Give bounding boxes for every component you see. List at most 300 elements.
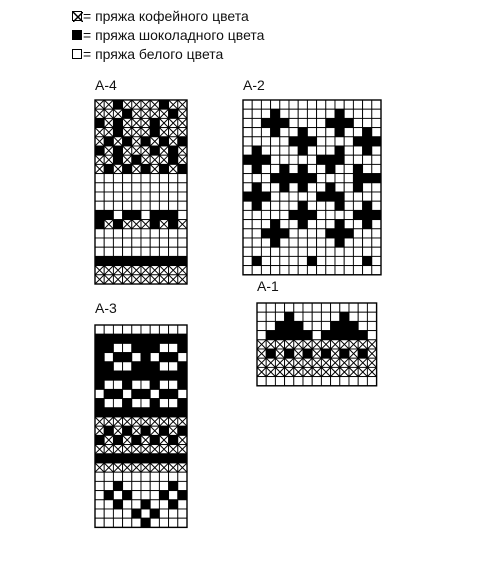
stitch-cell-white: [307, 247, 316, 256]
stitch-cell-white: [340, 377, 349, 386]
stitch-cell-white: [104, 174, 113, 183]
stitch-cell-white: [317, 137, 326, 146]
stitch-cell-chocolate: [317, 155, 326, 164]
stitch-cell-chocolate: [169, 146, 178, 155]
stitch-cell-chocolate: [141, 454, 150, 463]
stitch-cell-white: [169, 238, 178, 247]
stitch-cell-white: [303, 303, 312, 312]
stitch-cell-coffee: [104, 155, 113, 164]
stitch-cell-white: [252, 100, 261, 109]
chart-a1: [257, 303, 377, 386]
stitch-cell-white: [303, 312, 312, 321]
stitch-cell-white: [95, 500, 104, 509]
stitch-cell-white: [123, 183, 132, 192]
stitch-cell-white: [312, 331, 321, 340]
stitch-cell-coffee: [159, 220, 168, 229]
stitch-cell-white: [169, 380, 178, 389]
stitch-cell-chocolate: [271, 109, 280, 118]
stitch-cell-coffee: [178, 275, 187, 284]
stitch-cell-white: [169, 472, 178, 481]
stitch-cell-coffee: [321, 358, 330, 367]
stitch-cell-chocolate: [113, 220, 122, 229]
stitch-cell-white: [289, 164, 298, 173]
cross-box-icon: [72, 11, 82, 21]
stitch-cell-white: [113, 509, 122, 518]
stitch-cell-white: [317, 109, 326, 118]
stitch-cell-white: [307, 238, 316, 247]
stitch-cell-chocolate: [285, 312, 294, 321]
stitch-cell-coffee: [104, 100, 113, 109]
stitch-cell-chocolate: [280, 164, 289, 173]
stitch-cell-white: [150, 174, 159, 183]
stitch-cell-coffee: [340, 358, 349, 367]
stitch-cell-white: [261, 174, 270, 183]
stitch-cell-white: [113, 201, 122, 210]
stitch-cell-white: [123, 518, 132, 527]
stitch-cell-chocolate: [335, 192, 344, 201]
stitch-cell-white: [178, 192, 187, 201]
stitch-cell-chocolate: [150, 362, 159, 371]
stitch-cell-chocolate: [243, 155, 252, 164]
stitch-cell-white: [95, 491, 104, 500]
stitch-cell-chocolate: [326, 155, 335, 164]
stitch-cell-white: [178, 210, 187, 219]
stitch-cell-white: [372, 155, 381, 164]
stitch-cell-white: [363, 164, 372, 173]
stitch-cell-white: [326, 128, 335, 137]
stitch-cell-white: [298, 256, 307, 265]
stitch-cell-chocolate: [95, 210, 104, 219]
stitch-cell-white: [372, 247, 381, 256]
stitch-cell-white: [285, 303, 294, 312]
stitch-cell-white: [113, 380, 122, 389]
stitch-cell-coffee: [331, 349, 340, 358]
stitch-cell-coffee: [95, 417, 104, 426]
stitch-cell-white: [104, 183, 113, 192]
stitch-cell-white: [243, 174, 252, 183]
stitch-cell-chocolate: [159, 408, 168, 417]
stitch-cell-white: [367, 321, 376, 330]
stitch-cell-white: [252, 128, 261, 137]
stitch-cell-chocolate: [95, 380, 104, 389]
stitch-cell-coffee: [95, 445, 104, 454]
stitch-cell-coffee: [303, 358, 312, 367]
stitch-cell-chocolate: [335, 201, 344, 210]
stitch-cell-white: [261, 256, 270, 265]
stitch-cell-chocolate: [178, 256, 187, 265]
stitch-cell-chocolate: [280, 118, 289, 127]
stitch-cell-chocolate: [298, 137, 307, 146]
stitch-cell-chocolate: [113, 454, 122, 463]
stitch-cell-white: [159, 518, 168, 527]
stitch-cell-white: [243, 238, 252, 247]
stitch-cell-chocolate: [280, 229, 289, 238]
stitch-cell-white: [243, 137, 252, 146]
stitch-cell-chocolate: [335, 128, 344, 137]
stitch-cell-white: [317, 128, 326, 137]
stitch-cell-white: [326, 146, 335, 155]
stitch-cell-coffee: [132, 128, 141, 137]
stitch-cell-coffee: [95, 426, 104, 435]
stitch-cell-coffee: [113, 445, 122, 454]
stitch-cell-coffee: [113, 417, 122, 426]
stitch-cell-chocolate: [335, 146, 344, 155]
stitch-cell-white: [280, 100, 289, 109]
stitch-cell-coffee: [294, 340, 303, 349]
stitch-cell-chocolate: [271, 229, 280, 238]
stitch-cell-coffee: [159, 109, 168, 118]
stitch-cell-chocolate: [298, 128, 307, 137]
stitch-cell-coffee: [132, 220, 141, 229]
stitch-cell-white: [266, 303, 275, 312]
stitch-cell-white: [307, 155, 316, 164]
stitch-cell-chocolate: [252, 256, 261, 265]
stitch-cell-white: [243, 256, 252, 265]
stitch-cell-white: [353, 256, 362, 265]
stitch-cell-coffee: [331, 358, 340, 367]
stitch-cell-chocolate: [298, 201, 307, 210]
stitch-cell-chocolate: [104, 371, 113, 380]
stitch-cell-white: [252, 137, 261, 146]
stitch-cell-coffee: [104, 275, 113, 284]
stitch-cell-white: [169, 491, 178, 500]
stitch-cell-white: [344, 220, 353, 229]
stitch-cell-coffee: [349, 358, 358, 367]
stitch-cell-coffee: [367, 358, 376, 367]
stitch-cell-white: [243, 118, 252, 127]
stitch-cell-chocolate: [298, 220, 307, 229]
stitch-cell-chocolate: [321, 331, 330, 340]
stitch-cell-chocolate: [340, 312, 349, 321]
stitch-cell-chocolate: [113, 155, 122, 164]
stitch-cell-white: [353, 229, 362, 238]
stitch-cell-white: [243, 128, 252, 137]
stitch-cell-white: [95, 518, 104, 527]
stitch-cell-coffee: [178, 146, 187, 155]
stitch-cell-white: [132, 491, 141, 500]
stitch-cell-white: [123, 325, 132, 334]
stitch-cell-white: [132, 481, 141, 490]
stitch-cell-chocolate: [113, 500, 122, 509]
stitch-cell-coffee: [266, 340, 275, 349]
stitch-cell-white: [289, 155, 298, 164]
stitch-cell-white: [141, 399, 150, 408]
stitch-cell-coffee: [321, 340, 330, 349]
stitch-cell-white: [243, 210, 252, 219]
stitch-cell-white: [104, 353, 113, 362]
stitch-cell-white: [303, 321, 312, 330]
stitch-cell-chocolate: [353, 210, 362, 219]
stitch-cell-coffee: [104, 266, 113, 275]
stitch-cell-chocolate: [150, 371, 159, 380]
stitch-cell-white: [104, 229, 113, 238]
stitch-cell-white: [289, 220, 298, 229]
stitch-cell-white: [159, 481, 168, 490]
stitch-cell-white: [331, 377, 340, 386]
stitch-cell-chocolate: [95, 454, 104, 463]
stitch-cell-white: [132, 399, 141, 408]
stitch-cell-white: [307, 183, 316, 192]
stitch-cell-coffee: [95, 109, 104, 118]
stitch-cell-white: [298, 247, 307, 256]
stitch-cell-chocolate: [123, 426, 132, 435]
stitch-cell-white: [363, 183, 372, 192]
stitch-cell-coffee: [169, 128, 178, 137]
stitch-cell-chocolate: [289, 210, 298, 219]
stitch-cell-white: [252, 220, 261, 229]
stitch-cell-chocolate: [178, 408, 187, 417]
stitch-cell-chocolate: [95, 353, 104, 362]
stitch-cell-coffee: [141, 220, 150, 229]
stitch-cell-coffee: [294, 367, 303, 376]
stitch-cell-coffee: [104, 417, 113, 426]
stitch-cell-white: [326, 109, 335, 118]
stitch-cell-white: [307, 100, 316, 109]
stitch-cell-white: [317, 118, 326, 127]
stitch-cell-white: [271, 155, 280, 164]
stitch-cell-chocolate: [326, 183, 335, 192]
stitch-cell-white: [317, 100, 326, 109]
stitch-cell-coffee: [257, 358, 266, 367]
stitch-cell-chocolate: [132, 256, 141, 265]
stitch-cell-white: [252, 266, 261, 275]
stitch-cell-coffee: [275, 340, 284, 349]
stitch-cell-white: [243, 229, 252, 238]
stitch-cell-chocolate: [104, 362, 113, 371]
stitch-cell-white: [271, 266, 280, 275]
stitch-cell-white: [150, 325, 159, 334]
legend-item-coffee: [72, 6, 264, 25]
stitch-cell-coffee: [150, 109, 159, 118]
stitch-cell-coffee: [132, 275, 141, 284]
stitch-cell-chocolate: [372, 174, 381, 183]
stitch-cell-chocolate: [178, 343, 187, 352]
stitch-cell-white: [317, 266, 326, 275]
stitch-cell-chocolate: [141, 518, 150, 527]
stitch-cell-coffee: [95, 128, 104, 137]
stitch-cell-coffee: [95, 164, 104, 173]
stitch-cell-chocolate: [150, 380, 159, 389]
stitch-cell-white: [312, 312, 321, 321]
stitch-cell-chocolate: [123, 371, 132, 380]
stitch-cell-white: [169, 183, 178, 192]
stitch-cell-white: [289, 128, 298, 137]
stitch-cell-coffee: [331, 340, 340, 349]
stitch-cell-coffee: [150, 266, 159, 275]
stitch-cell-coffee: [141, 463, 150, 472]
stitch-cell-white: [243, 247, 252, 256]
stitch-cell-white: [150, 247, 159, 256]
stitch-cell-white: [271, 100, 280, 109]
stitch-cell-chocolate: [123, 109, 132, 118]
stitch-cell-white: [298, 266, 307, 275]
stitch-cell-chocolate: [169, 353, 178, 362]
stitch-cell-white: [312, 303, 321, 312]
stitch-cell-white: [353, 100, 362, 109]
chart-a3: [95, 325, 187, 527]
stitch-cell-white: [353, 201, 362, 210]
stitch-cell-chocolate: [132, 155, 141, 164]
stitch-cell-coffee: [312, 367, 321, 376]
stitch-cell-chocolate: [326, 164, 335, 173]
stitch-cell-chocolate: [104, 389, 113, 398]
stitch-cell-white: [289, 238, 298, 247]
stitch-cell-white: [335, 137, 344, 146]
stitch-cell-coffee: [312, 340, 321, 349]
stitch-cell-coffee: [113, 109, 122, 118]
stitch-cell-chocolate: [331, 331, 340, 340]
stitch-cell-white: [344, 155, 353, 164]
stitch-cell-coffee: [159, 435, 168, 444]
stitch-cell-white: [150, 472, 159, 481]
chart-label-a2: A-2: [243, 77, 265, 93]
legend-label-coffee: = пряжа кофейного цвета: [83, 7, 249, 24]
stitch-cell-white: [261, 137, 270, 146]
stitch-cell-coffee: [123, 275, 132, 284]
stitch-cell-coffee: [123, 155, 132, 164]
stitch-cell-coffee: [159, 463, 168, 472]
stitch-cell-white: [289, 229, 298, 238]
stitch-cell-chocolate: [141, 164, 150, 173]
stitch-cell-chocolate: [159, 491, 168, 500]
stitch-cell-white: [353, 266, 362, 275]
stitch-cell-chocolate: [113, 408, 122, 417]
stitch-cell-chocolate: [169, 334, 178, 343]
stitch-cell-white: [95, 481, 104, 490]
stitch-cell-white: [326, 238, 335, 247]
stitch-cell-chocolate: [298, 174, 307, 183]
stitch-cell-coffee: [141, 417, 150, 426]
filled-box-icon: [72, 30, 82, 40]
stitch-cell-white: [132, 380, 141, 389]
stitch-cell-chocolate: [141, 362, 150, 371]
stitch-cell-white: [159, 472, 168, 481]
stitch-cell-white: [104, 192, 113, 201]
stitch-cell-chocolate: [298, 210, 307, 219]
stitch-cell-white: [335, 266, 344, 275]
stitch-cell-white: [358, 312, 367, 321]
stitch-cell-chocolate: [150, 146, 159, 155]
stitch-cell-white: [95, 389, 104, 398]
stitch-cell-chocolate: [113, 146, 122, 155]
stitch-cell-coffee: [340, 340, 349, 349]
stitch-cell-chocolate: [335, 118, 344, 127]
stitch-cell-coffee: [159, 128, 168, 137]
stitch-cell-coffee: [275, 349, 284, 358]
stitch-cell-white: [243, 220, 252, 229]
stitch-cell-white: [141, 509, 150, 518]
stitch-cell-coffee: [178, 118, 187, 127]
stitch-cell-coffee: [150, 445, 159, 454]
stitch-cell-white: [132, 353, 141, 362]
stitch-cell-chocolate: [289, 137, 298, 146]
stitch-cell-white: [312, 321, 321, 330]
stitch-cell-white: [294, 312, 303, 321]
stitch-cell-white: [159, 343, 168, 352]
stitch-cell-white: [344, 210, 353, 219]
stitch-cell-white: [289, 183, 298, 192]
stitch-cell-chocolate: [178, 380, 187, 389]
stitch-cell-white: [123, 472, 132, 481]
stitch-cell-coffee: [141, 128, 150, 137]
stitch-cell-coffee: [123, 417, 132, 426]
stitch-cell-white: [243, 183, 252, 192]
stitch-cell-coffee: [132, 100, 141, 109]
stitch-cell-white: [113, 238, 122, 247]
stitch-cell-white: [271, 192, 280, 201]
stitch-cell-white: [271, 183, 280, 192]
stitch-cell-white: [372, 220, 381, 229]
stitch-cell-coffee: [104, 118, 113, 127]
stitch-cell-chocolate: [132, 334, 141, 343]
stitch-cell-coffee: [349, 367, 358, 376]
stitch-cell-chocolate: [95, 118, 104, 127]
stitch-cell-white: [307, 229, 316, 238]
stitch-cell-white: [298, 229, 307, 238]
stitch-cell-coffee: [141, 445, 150, 454]
stitch-cell-chocolate: [113, 334, 122, 343]
stitch-cell-chocolate: [169, 408, 178, 417]
stitch-cell-chocolate: [95, 362, 104, 371]
stitch-cell-chocolate: [307, 256, 316, 265]
stitch-cell-chocolate: [141, 256, 150, 265]
stitch-cell-white: [303, 377, 312, 386]
stitch-cell-white: [178, 201, 187, 210]
stitch-cell-white: [289, 109, 298, 118]
stitch-cell-chocolate: [159, 164, 168, 173]
stitch-cell-white: [178, 472, 187, 481]
stitch-cell-chocolate: [141, 408, 150, 417]
stitch-cell-white: [363, 192, 372, 201]
stitch-cell-white: [335, 183, 344, 192]
stitch-cell-white: [159, 201, 168, 210]
stitch-cell-white: [344, 238, 353, 247]
stitch-cell-chocolate: [271, 174, 280, 183]
stitch-cell-white: [317, 247, 326, 256]
stitch-cell-white: [132, 518, 141, 527]
stitch-cell-chocolate: [159, 334, 168, 343]
stitch-cell-white: [353, 220, 362, 229]
stitch-cell-chocolate: [340, 349, 349, 358]
stitch-cell-white: [349, 312, 358, 321]
stitch-cell-white: [331, 312, 340, 321]
stitch-cell-white: [257, 321, 266, 330]
stitch-cell-coffee: [132, 426, 141, 435]
stitch-cell-white: [363, 238, 372, 247]
stitch-cell-white: [372, 192, 381, 201]
stitch-cell-white: [243, 146, 252, 155]
chart-label-a1: A-1: [257, 278, 279, 294]
stitch-cell-chocolate: [150, 334, 159, 343]
stitch-cell-white: [95, 509, 104, 518]
stitch-cell-chocolate: [280, 174, 289, 183]
stitch-cell-white: [123, 247, 132, 256]
stitch-cell-white: [141, 201, 150, 210]
stitch-cell-coffee: [169, 417, 178, 426]
stitch-cell-white: [344, 192, 353, 201]
stitch-cell-white: [326, 174, 335, 183]
stitch-cell-white: [104, 509, 113, 518]
stitch-cell-coffee: [150, 164, 159, 173]
stitch-cell-white: [289, 192, 298, 201]
stitch-cell-white: [271, 146, 280, 155]
stitch-cell-white: [178, 325, 187, 334]
stitch-cell-white: [132, 174, 141, 183]
stitch-cell-white: [159, 247, 168, 256]
stitch-cell-chocolate: [178, 362, 187, 371]
stitch-cell-coffee: [123, 118, 132, 127]
stitch-cell-chocolate: [317, 192, 326, 201]
